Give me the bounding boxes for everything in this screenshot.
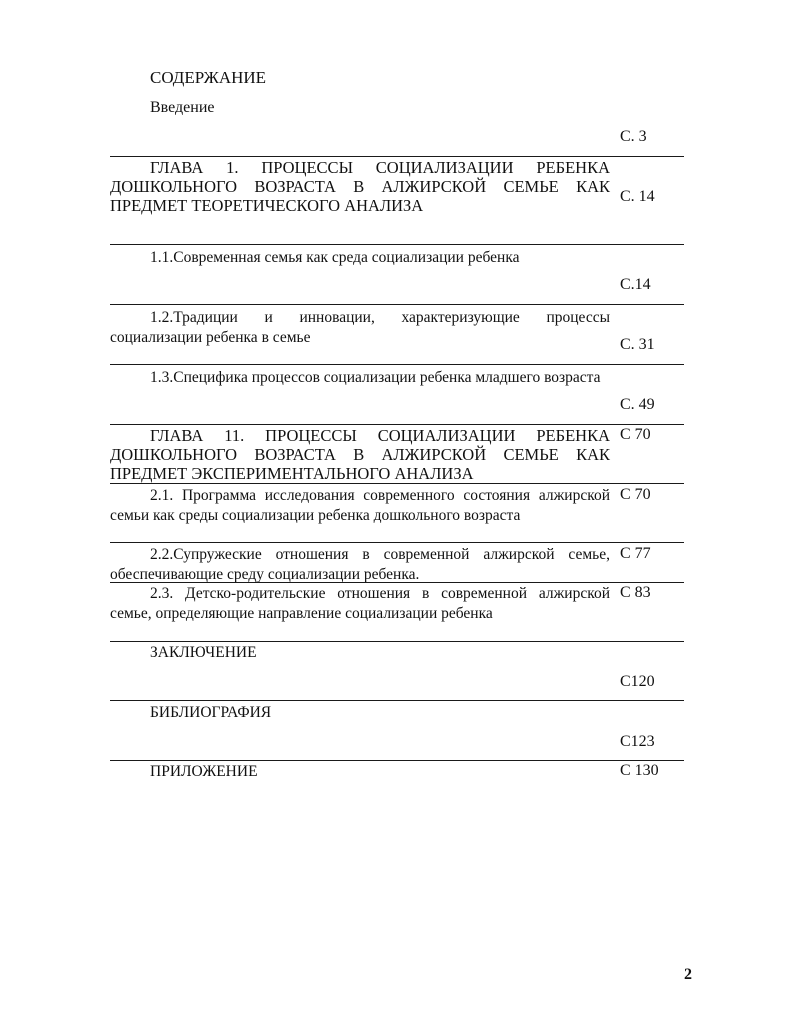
toc-page-2-2: С 77 [620, 545, 651, 562]
toc-entry-2-2: 2.2.Супружеские отношения в современной алжирской семье, обеспечивающие среду социализации ребенка. [110, 546, 610, 583]
rule-line [110, 424, 684, 425]
toc-page-2-1: С 70 [620, 486, 651, 503]
intro-label: Введение [150, 99, 215, 116]
rule-line [110, 641, 684, 642]
rule-line [110, 582, 684, 583]
rule-line [110, 244, 684, 245]
toc-entry-chapter-2: ГЛАВА 11. ПРОЦЕССЫ СОЦИАЛИЗАЦИИ РЕБЕНКА ДОШКОЛЬНОГО ВОЗРАСТА В АЛЖИРСКОЙ СЕМЬЕ КАК ПРЕДМЕТ ЭКСПЕРИМЕНТАЛЬНОГО АНАЛИЗА [110, 426, 610, 483]
toc-entry-bibliography: БИБЛИОГРАФИЯ [150, 704, 272, 721]
toc-page-1-1: С.14 [620, 276, 651, 293]
rule-line [110, 364, 684, 365]
toc-entry-appendix: ПРИЛОЖЕНИЕ [150, 763, 258, 780]
rule-line [110, 760, 684, 761]
toc-entry-2-1: 2.1. Программа исследования современного состояния алжирской семьи как среды социализации ребенка дошкольного возраста [110, 487, 610, 524]
toc-page-bibliography: С123 [620, 733, 655, 750]
rule-line [110, 304, 684, 305]
toc-page-1-2: С. 31 [620, 336, 655, 353]
toc-page-chapter-1: С. 14 [620, 188, 655, 205]
toc-page-chapter-2: С 70 [620, 426, 651, 443]
page-number: 2 [684, 966, 692, 983]
toc-entry-2-3: 2.3. Детско-родительские отношения в современной алжирской семье, определяющие направление социализации ребенка [110, 585, 610, 622]
toc-entry-1-3: 1.3.Специфика процессов социализации ребенка младшего возраста [150, 369, 601, 386]
intro-page: С. 3 [620, 128, 647, 145]
page-title: СОДЕРЖАНИЕ [150, 68, 267, 87]
rule-line [110, 483, 684, 484]
toc-page-conclusion: С120 [620, 673, 655, 690]
rule-line [110, 156, 684, 157]
toc-page-1-3: С. 49 [620, 396, 655, 413]
toc-entry-1-2: 1.2.Традиции и инновации, характеризующие процессы социализации ребенка в семье [110, 309, 610, 346]
toc-entry-1-1: 1.1.Современная семья как среда социализации ребенка [150, 249, 520, 266]
toc-entry-chapter-1: ГЛАВА 1. ПРОЦЕССЫ СОЦИАЛИЗАЦИИ РЕБЕНКА ДОШКОЛЬНОГО ВОЗРАСТА В АЛЖИРСКОЙ СЕМЬЕ КАК ПРЕДМЕТ ТЕОРЕТИЧЕСКОГО АНАЛИЗА [110, 158, 610, 215]
rule-line [110, 542, 684, 543]
toc-page-appendix: С 130 [620, 762, 659, 779]
rule-line [110, 700, 684, 701]
toc-entry-conclusion: ЗАКЛЮЧЕНИЕ [150, 644, 257, 661]
toc-page-2-3: С 83 [620, 584, 651, 601]
